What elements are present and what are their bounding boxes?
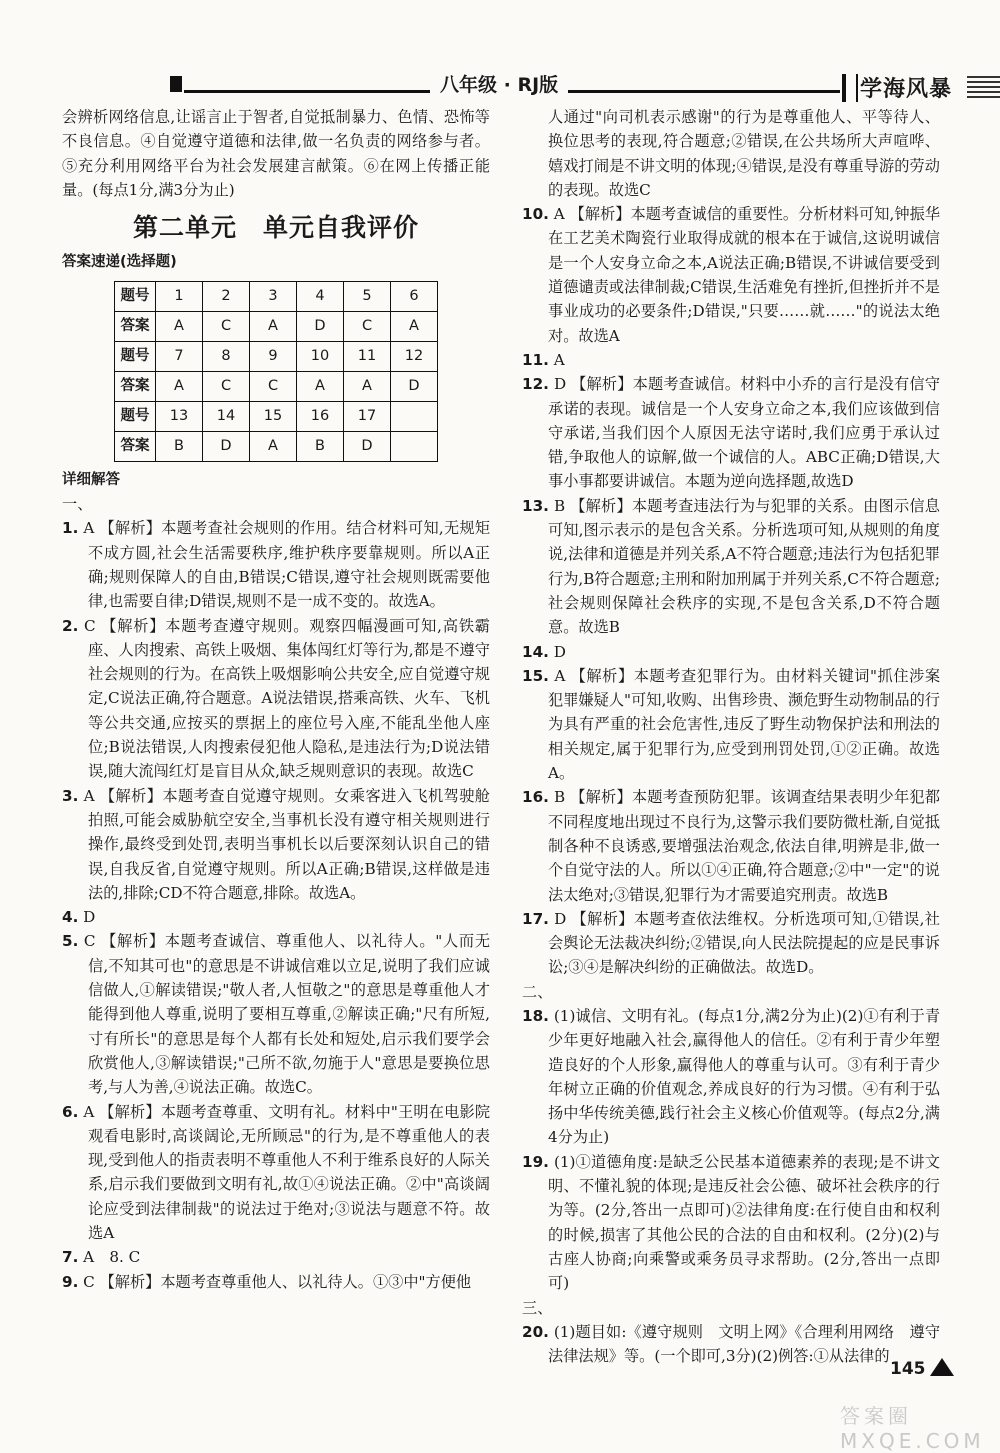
answer-item xyxy=(522,348,940,372)
answer-item-text: (1)题目如:《遵守规则 文明上网》《合理利用网络 遵守法律法规》等。(一个即可,3分)(2)例答:①从法律的 xyxy=(548,1322,941,1366)
answer-table-cell: A xyxy=(250,311,297,341)
answer-table xyxy=(114,281,438,462)
answer-item-text: D 【解析】本题考查诚信。材料中小乔的言行是没有信守承诺的表现。诚信是一个人安身立命之本,我们应该做到信守承诺,当我们因个人原因无法守诺时,我们应勇于承认过错,争取他人的谅解,做一个诚信的人。ABC正确;D错误,大事小事都要讲诚信。本题为逆向选择题,故选D xyxy=(548,375,941,491)
answer-table-cell: 9 xyxy=(250,341,297,371)
answer-item-number: 17. xyxy=(522,909,549,928)
answer-table-cell: 10 xyxy=(297,341,344,371)
answer-table-cell: C xyxy=(344,311,391,341)
answer-item xyxy=(522,640,940,664)
answer-item xyxy=(522,1004,940,1150)
answer-table-cell: 7 xyxy=(156,341,203,371)
answer-item-number: 2. xyxy=(62,616,79,635)
answer-item-number: 10. xyxy=(522,205,549,224)
unit-title: 第二单元 单元自我评价 xyxy=(132,213,419,243)
answer-table-cell: A xyxy=(156,371,203,401)
answer-item xyxy=(522,1150,940,1296)
answer-item xyxy=(522,202,940,348)
answer-item xyxy=(62,1100,490,1246)
answer-table-cell: 2 xyxy=(203,281,250,311)
section-one-label: 一、 xyxy=(62,495,93,514)
answer-table-row xyxy=(115,431,438,461)
answer-table-cell: 1 xyxy=(156,281,203,311)
answer-item-text: D xyxy=(553,642,566,661)
answer-table-cell: 11 xyxy=(344,341,391,371)
answer-item-number: 11. xyxy=(522,350,549,369)
answer-table-cell: A xyxy=(250,431,297,461)
quick-answers-label: 答案速递(选择题) xyxy=(62,254,177,271)
right-column xyxy=(522,105,940,1368)
answer-item-text: D xyxy=(83,908,96,927)
answer-item xyxy=(522,907,940,980)
answer-table-header-cell: 答案 xyxy=(115,431,156,461)
answer-table-header-cell: 题号 xyxy=(115,281,156,311)
answer-table-cell: 16 xyxy=(297,401,344,431)
answer-item-number: 6. xyxy=(62,1102,79,1121)
answer-table-cell xyxy=(391,401,438,431)
answer-item-text: A 【解析】本题考查犯罪行为。由材料关键词"抓住涉案犯罪嫌疑人"可知,收购、出售珍贵、濒危野生动物制品的行为具有严重的社会危害性,违反了野生动物保护法和刑法的相关规定,属于犯罪行为,应受到刑罚处罚,①②正确。故选A。 xyxy=(548,666,941,783)
answer-table-row xyxy=(115,401,438,431)
detail-label: 详细解答 xyxy=(62,471,120,488)
answer-item xyxy=(62,929,490,1099)
answer-table-cell: 13 xyxy=(156,401,203,431)
answer-table-cell xyxy=(391,431,438,461)
answer-item-text: (1)诚信、文明有礼。(每点1分,满2分为止)(2)①有利于青少年更好地融入社会,赢得他人的信任。②有利于青少年塑造良好的个人形象,赢得他人的尊重与认可。③有利于青少年树立正确的价值观念,养成良好的行为习惯。④有利于弘扬中华传统美德,践行社会主义核心价值观等。(每点2分,满4分为止) xyxy=(548,1006,941,1147)
answer-item xyxy=(62,1270,490,1294)
answer-item-text: B 【解析】本题考查预防犯罪。该调查结果表明少年犯都不同程度地出现过不良行为,这警示我们要防微杜渐,自觉抵制各种不良诱惑,要增强法治观念,依法自律,明辨是非,做一个自觉守法的人。所以①④正确,符合题意;②中"一定"的说法太绝对;③错误,犯罪行为才需要追究刑责。故选B xyxy=(548,788,940,904)
watermark: 答案圈 MXQE.COM xyxy=(840,1404,985,1453)
answer-table-cell: A xyxy=(156,311,203,341)
answer-table-header-cell: 题号 xyxy=(115,401,156,431)
answer-table-cell: 4 xyxy=(297,281,344,311)
answer-table-cell: C xyxy=(203,371,250,401)
answer-table-header-cell: 题号 xyxy=(115,341,156,371)
answer-item-number: 9. xyxy=(62,1272,79,1291)
answer-table-cell: D xyxy=(344,431,391,461)
answer-item xyxy=(62,614,490,784)
answer-item-number: 7. xyxy=(62,1248,79,1267)
answer-table-cell: 15 xyxy=(250,401,297,431)
answer-table-cell: A xyxy=(391,311,438,341)
answer-item-text: A 8. C xyxy=(83,1248,141,1267)
answer-item-number: 15. xyxy=(522,666,549,685)
answer-table-cell: C xyxy=(203,311,250,341)
answer-item-text: A 【解析】本题考查诚信的重要性。分析材料可知,钟振华在工艺美术陶瓷行业取得成就的根本在于诚信,这说明诚信是一个人安身立命之本,A说法正确;B错误,不讲诚信要受到道德谴责或法律制裁;C错误,生活难免有挫折,但挫折并不是事业成功的必要条件;D错误,"只要……就……"的说法太绝对。故选A xyxy=(548,205,941,345)
answer-table-header-cell: 答案 xyxy=(115,371,156,401)
intro-paragraph: 会辨析网络信息,让谣言止于智者,自觉抵制暴力、色情、恐怖等不良信息。④自觉遵守道德和法律,做一名负责的网络参与者。⑤充分利用网络平台为社会发展建言献策。⑥在网上传播正能量。(每点1分,满3分为止) xyxy=(62,108,490,199)
answer-table-cell: B xyxy=(297,431,344,461)
answer-item xyxy=(522,494,940,640)
triangle-icon xyxy=(930,1358,954,1376)
answer-item-number: 18. xyxy=(522,1006,549,1025)
answer-item-text: B 【解析】本题考查违法行为与犯罪的关系。由图示信息可知,图示表示的是包含关系。分析选项可知,从规则的角度说,法律和道德是并列关系,A不符合题意;违法行为包括犯罪行为,B符合题意;主刑和附加刑属于并列关系,C不符合题意;社会规则保障社会秩序的实现,不是包含关系,D不符合题意。故选B xyxy=(548,496,940,637)
answer-table-cell: A xyxy=(344,371,391,401)
answer-item xyxy=(62,905,490,929)
page-number-text: 145 xyxy=(890,1359,926,1379)
left-column xyxy=(62,105,490,1294)
answer-table-cell: B xyxy=(156,431,203,461)
answer-table-row xyxy=(115,371,438,401)
answer-item xyxy=(62,516,490,613)
answer-item xyxy=(522,372,940,493)
answer-table-row xyxy=(115,341,438,371)
answer-table-cell: D xyxy=(203,431,250,461)
answer-item xyxy=(522,664,940,785)
section-three-label: 三、 xyxy=(522,1298,553,1317)
answer-table-cell: 12 xyxy=(391,341,438,371)
page-header xyxy=(170,70,840,104)
answer-item-number: 13. xyxy=(522,496,549,515)
page-number xyxy=(890,1358,954,1379)
answer-item-number: 19. xyxy=(522,1152,549,1171)
answer-table-cell: 5 xyxy=(344,281,391,311)
answer-item-text: A 【解析】本题考查自觉遵守规则。女乘客进入飞机驾驶舱拍照,可能会威胁航空安全,当事机长没有遵守相关规则进行操作,最终受到处罚,表明当事机长以后要深刻认识自己的错误,自我反省,自觉遵守规则。所以A正确;B错误,这样做是违法的,排除;CD不符合题意,排除。故选A。 xyxy=(83,786,490,902)
answer-item-number: 12. xyxy=(522,375,549,394)
answer-table-cell: C xyxy=(250,371,297,401)
header-title: 八年级 · RJ版 xyxy=(430,70,568,97)
answer-table-cell: 3 xyxy=(250,281,297,311)
answer-table-row xyxy=(115,281,438,311)
answer-table-cell: D xyxy=(391,371,438,401)
answer-item-text: C 【解析】本题考查尊重他人、以礼待人。①③中"方便他 xyxy=(83,1272,472,1291)
answer-item xyxy=(62,784,490,905)
answer-item-number: 20. xyxy=(522,1322,549,1341)
answer-item-number: 14. xyxy=(522,642,549,661)
answer-table-cell: 17 xyxy=(344,401,391,431)
continued-paragraph: 人通过"向司机表示感谢"的行为是尊重他人、平等待人、换位思考的表现,符合题意;②错误,在公共场所大声喧哗、嬉戏打闹是不讲文明的体现;④错误,是没有尊重导游的劳动的表现。故选C xyxy=(548,108,940,199)
answer-item-text: D 【解析】本题考查依法维权。分析选项可知,①错误,社会舆论无法裁决纠纷;②错误,向人民法院提起的应是民事诉讼;③④是解决纠纷的正确做法。故选D。 xyxy=(548,909,940,977)
logo-text: 学海风暴 xyxy=(860,77,953,102)
logo-bars xyxy=(842,74,858,102)
section-two-label: 二、 xyxy=(522,982,553,1001)
answer-item xyxy=(62,1245,490,1269)
answer-item-text: A xyxy=(553,350,565,369)
answer-item-text: (1)①道德角度:是缺乏公民基本道德素养的表现;是不讲文明、不懂礼貌的体现;是违反社会公德、破坏社会秩序的行为等。(2分,答出一点即可)②法律角度:在行使自由和权利的时候,损害了其他公民的合法的自由和权利。(2分)(2)与古座人协商;向乘警或乘务员寻求帮助。(2分,答出一点即可) xyxy=(548,1152,940,1293)
answer-item-number: 16. xyxy=(522,788,549,807)
answer-item-number: 4. xyxy=(62,908,79,927)
answer-item xyxy=(522,1320,940,1369)
answer-table-row xyxy=(115,311,438,341)
answer-table-cell: 8 xyxy=(203,341,250,371)
answer-item-number: 1. xyxy=(62,519,79,538)
answer-item-text: C 【解析】本题考查诚信、尊重他人、以礼待人。"人而无信,不知其可也"的意思是不讲诚信难以立足,说明了我们应诚信做人,①解读错误;"敬人者,人恒敬之"的意思是尊重他人才能得到他人尊重,说明了要相互尊重,②解读正确;"尺有所短,寸有所长"的意思是每个人都有长处和短处,启示我们要学会欣赏他人,③解读错误;"己所不欲,勿施于人"意思是要换位思考,与人为善,④说法正确。故选C。 xyxy=(83,932,491,1097)
answer-item-text: C 【解析】本题考查遵守规则。观察四幅漫画可知,高铁霸座、人肉搜索、高铁上吸烟、集体闯红灯等行为,都是不遵守社会规则的行为。在高铁上吸烟影响公共安全,应自觉遵守规定,C说法正确,符合题意。A说法错误,搭乘高铁、火车、飞机等公共交通,应按买的票据上的座位号入座,不能乱坐他人座位;B说法错误,人肉搜索侵犯他人隐私,是违法行为;D说法错误,随大流闯红灯是盲目从众,缺乏规则意识的表现。故选C xyxy=(83,616,490,781)
header-square-mark xyxy=(170,76,182,92)
answer-item-text: A 【解析】本题考查尊重、文明有礼。材料中"王明在电影院观看电影时,高谈阔论,无所顾忌"的行为,是不尊重他人的表现,受到他人的指责表明不尊重他人不利于维系良好的人际关系,启示我们要做到文明有礼,故①④说法正确。②中"高谈阔论应受到法律制裁"的说法过于绝对;③说法与题意不符。故选A xyxy=(83,1102,491,1242)
answer-table-cell: D xyxy=(297,311,344,341)
answer-table-header-cell: 答案 xyxy=(115,311,156,341)
answer-table-cell: A xyxy=(297,371,344,401)
answer-table-cell: 14 xyxy=(203,401,250,431)
answer-table-cell: 6 xyxy=(391,281,438,311)
logo-stripes xyxy=(967,76,1000,98)
answer-item-number: 3. xyxy=(62,786,79,805)
answer-item-text: A 【解析】本题考查社会规则的作用。结合材料可知,无规矩不成方圆,社会生活需要秩序,维护秩序要靠规则。所以A正确;规则保障人的自由,B错误;C错误,遵守社会规则既需要他律,也需要自律;D错误,规则不是一成不变的。故选A。 xyxy=(83,519,491,611)
answer-item xyxy=(522,785,940,906)
answer-item-number: 5. xyxy=(62,932,79,951)
